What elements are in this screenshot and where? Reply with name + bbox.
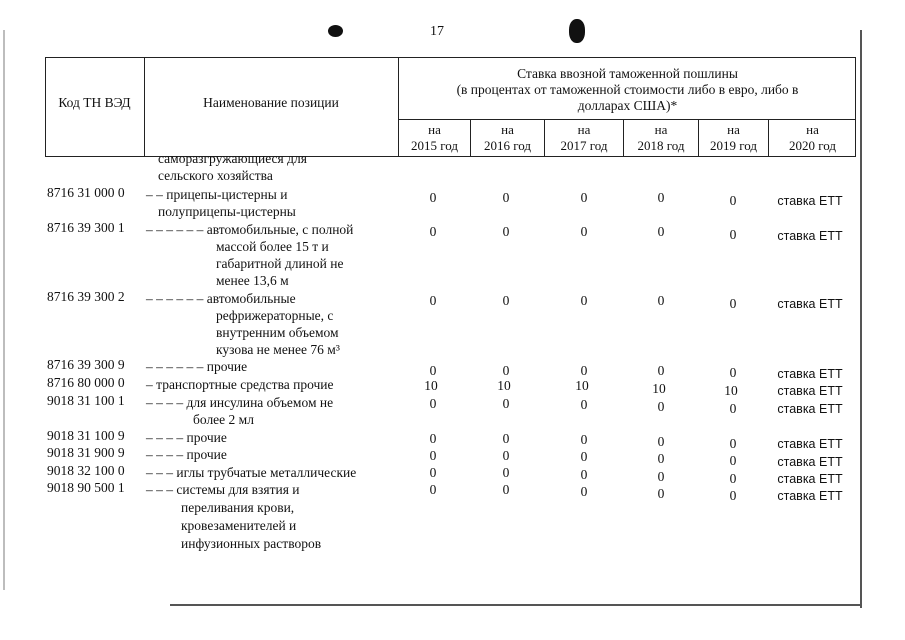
year-header-bottom: 2019 год <box>710 138 757 153</box>
year-header <box>769 122 856 154</box>
rate-value: 0 <box>502 465 510 480</box>
year-header <box>699 122 768 154</box>
header-rate-line: (в процентах от таможенной стоимости либо в евро, либо в <box>456 82 799 97</box>
rate-value: 0 <box>429 448 437 463</box>
rate-value: 0 <box>657 434 665 449</box>
ett-rate: ставка ЕТТ <box>777 229 843 243</box>
row-code: 8716 39 300 9 <box>47 357 125 372</box>
year-header-bottom: 2020 год <box>789 138 836 153</box>
ett-rate: ставка ЕТТ <box>777 437 843 451</box>
row-code: 9018 32 100 0 <box>47 463 125 478</box>
rate-value: 0 <box>729 227 737 242</box>
intro-line: саморазгружающиеся для <box>158 151 307 166</box>
scan-right-edge <box>860 30 862 608</box>
year-header-bottom: 2018 год <box>637 138 685 153</box>
row-text: внутренним объемом <box>216 325 339 340</box>
rate-value: 0 <box>657 486 665 501</box>
row-text: – – – – прочие <box>146 430 227 445</box>
year-header-top: на <box>806 122 819 137</box>
row-text: менее 13,6 м <box>216 273 289 288</box>
rate-value: 0 <box>429 363 437 378</box>
row-text: – – – – прочие <box>146 447 227 462</box>
rate-value: 0 <box>580 397 588 412</box>
rate-value: 0 <box>729 488 737 503</box>
row-text: – – – – – – прочие <box>146 359 248 374</box>
row-text: инфузионных растворов <box>181 536 322 551</box>
row-text: – – – – – – автомобильные <box>146 291 296 306</box>
year-header-top: на <box>727 122 740 137</box>
row-text: переливания крови, <box>181 500 295 515</box>
year-header-bottom: 2015 год <box>411 138 458 153</box>
year-header <box>545 122 623 154</box>
rate-value: 0 <box>502 431 510 446</box>
header-name: Наименование позиции <box>203 95 339 110</box>
row-code: 9018 31 100 9 <box>47 428 125 443</box>
row-code: 9018 31 900 9 <box>47 445 125 460</box>
year-header-top: на <box>501 122 514 137</box>
rate-value: 0 <box>580 484 588 499</box>
rate-value: 0 <box>580 363 588 378</box>
year-header <box>624 122 698 154</box>
row-text: – – прицепы-цистерны и <box>146 187 288 202</box>
row-code: 9018 90 500 1 <box>47 480 125 495</box>
year-header <box>471 122 544 154</box>
rate-value: 0 <box>502 190 510 205</box>
rate-value: 0 <box>502 224 510 239</box>
header-code: Код ТН ВЭД <box>58 95 131 110</box>
rate-value: 0 <box>502 448 510 463</box>
rate-value: 0 <box>429 431 437 446</box>
rate-value: 0 <box>502 363 510 378</box>
ett-rate: ставка ЕТТ <box>777 472 843 486</box>
punch-hole-left <box>328 25 343 37</box>
row-text: – – – иглы трубчатые металлические <box>146 465 357 480</box>
rate-value: 0 <box>657 363 665 378</box>
row-code: 8716 39 300 1 <box>47 220 125 235</box>
ett-rate: ставка ЕТТ <box>777 384 843 398</box>
row-code: 9018 31 100 1 <box>47 393 125 408</box>
rate-value: 10 <box>652 381 666 396</box>
rate-value: 0 <box>580 432 588 447</box>
ett-rate: ставка ЕТТ <box>777 455 843 469</box>
header-rate <box>400 66 855 114</box>
year-header-top: на <box>428 122 441 137</box>
rate-value: 10 <box>724 383 738 398</box>
rate-value: 0 <box>502 396 510 411</box>
header-rate-line: Ставка ввозной таможенной пошлины <box>517 66 738 81</box>
rate-value: 0 <box>429 190 437 205</box>
rate-value: 0 <box>580 224 588 239</box>
rate-value: 0 <box>729 436 737 451</box>
rate-value: 0 <box>580 190 588 205</box>
row-code: 8716 31 000 0 <box>47 185 125 200</box>
year-header <box>399 122 470 154</box>
rate-value: 0 <box>429 396 437 411</box>
punch-hole-right <box>569 19 585 43</box>
year-header-bottom: 2016 год <box>484 138 531 153</box>
row-text: кровезаменителей и <box>181 518 297 533</box>
rate-value: 0 <box>580 467 588 482</box>
row-code: 8716 39 300 2 <box>47 289 125 304</box>
row-text: более 2 мл <box>193 412 254 427</box>
row-text: кузова не менее 76 м³ <box>216 342 340 357</box>
rate-value: 0 <box>502 482 510 497</box>
ett-rate: ставка ЕТТ <box>777 402 843 416</box>
ett-rate: ставка ЕТТ <box>777 297 843 311</box>
rate-value: 0 <box>429 482 437 497</box>
rate-value: 0 <box>657 469 665 484</box>
rate-value: 0 <box>429 293 437 308</box>
rate-value: 0 <box>729 365 737 380</box>
rate-value: 0 <box>657 451 665 466</box>
rate-value: 0 <box>429 224 437 239</box>
row-text: – – – системы для взятия и <box>146 482 300 497</box>
rate-value: 0 <box>580 293 588 308</box>
row-text: – – – – для инсулина объемом не <box>146 395 334 410</box>
row-code: 8716 80 000 0 <box>47 375 125 390</box>
rate-value: 0 <box>729 401 737 416</box>
year-header-bottom: 2017 год <box>560 138 608 153</box>
rate-value: 0 <box>580 449 588 464</box>
page-number: 17 <box>430 24 444 39</box>
rate-value: 0 <box>657 293 665 308</box>
rate-value: 0 <box>502 293 510 308</box>
row-text: – – – – – – автомобильные, с полной <box>146 222 354 237</box>
rate-value: 0 <box>729 193 737 208</box>
scan-left-edge <box>3 30 5 590</box>
header-rate-line: долларах США)* <box>577 98 678 113</box>
header-divider <box>398 119 856 120</box>
rate-value: 10 <box>575 378 589 393</box>
row-text: массой более 15 т и <box>216 239 329 254</box>
row-text: рефрижераторные, с <box>216 308 334 323</box>
rate-value: 0 <box>657 190 665 205</box>
intro-line: сельского хозяйства <box>158 168 273 183</box>
rate-value: 0 <box>429 465 437 480</box>
ett-rate: ставка ЕТТ <box>777 367 843 381</box>
year-header-top: на <box>654 122 668 137</box>
row-text: – транспортные средства прочие <box>146 377 334 392</box>
rate-value: 0 <box>657 399 665 414</box>
rate-value: 0 <box>729 296 737 311</box>
scan-bottom-edge <box>170 604 862 606</box>
rate-value: 10 <box>497 378 511 393</box>
rate-value: 0 <box>729 453 737 468</box>
row-text: полуприцепы-цистерны <box>158 204 296 219</box>
year-header-top: на <box>577 122 591 137</box>
ett-rate: ставка ЕТТ <box>777 194 843 208</box>
row-text: габаритной длиной не <box>216 256 344 271</box>
rate-value: 10 <box>424 378 438 393</box>
rate-value: 0 <box>729 471 737 486</box>
rate-value: 0 <box>657 224 665 239</box>
ett-rate: ставка ЕТТ <box>777 489 843 503</box>
